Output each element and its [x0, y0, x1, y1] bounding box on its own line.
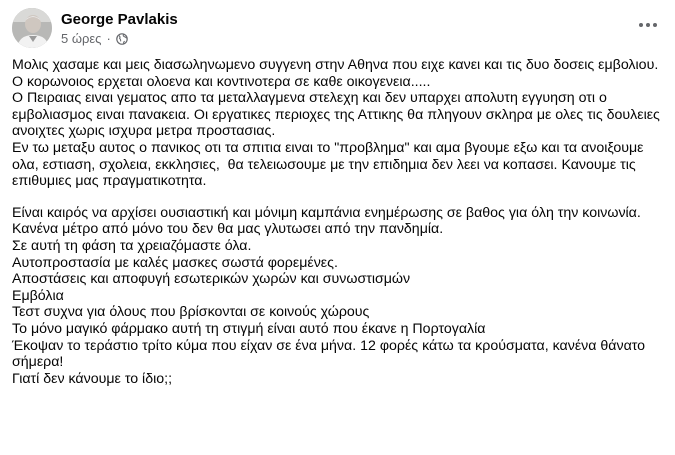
post-line: Το μόνο μαγικό φάρμακο αυτή τη στιγμή είναι αυτό που έκανε η Πορτογαλία: [12, 320, 486, 337]
post-line: Τεστ συχνα για όλους που βρίσκονται σε κοινούς χώρους: [12, 304, 370, 321]
post-line: Σε αυτή τη φάση τα χρειαζόμαστε όλα.: [12, 237, 252, 254]
post-line: Αυτοπροστασία με καλές μασκες σωστά φορεμένες.: [12, 254, 338, 271]
post-body: [12, 57, 664, 387]
post-line: Γιατί δεν κάνουμε το ίδιο;;: [12, 370, 173, 387]
post-line: Μολις χασαμε και μεις διασωληνωμενο συγγενη στην Αθηνα που ειχε κανει και τις δυο δοσεις εμβολιου. Ο κορωνοιος ερχεται ολοενα και κοντινοτερα σε καθε οικογενεια.....: [12, 57, 663, 90]
post-meta: [61, 31, 128, 47]
post-line: Εν τω μεταξυ αυτος ο πανικος οτι τα σπιτια ειναι το "προβλημα" και αμα βγουμε εξω και τα ανοιξουμε ολα, εστιαση, σχολεια, εκκλησιες, θα τελειωσουμε με την επιδημια δεν λεει να κοπασει. Κανουμε τις επιθυμιες μας πραγματικοτητα.: [12, 139, 648, 190]
avatar[interactable]: [12, 8, 52, 48]
post-paragraph: [12, 205, 664, 388]
globe-icon[interactable]: [116, 33, 128, 45]
post-line: Αποστάσεις και αποφυγή εσωτερικών χωρών και συνωστισμών: [12, 271, 411, 288]
post-line: Έκοψαν το τεράστιο τρίτο κύμα που είχαν σε ένα μήνα. 12 φορές κάτω τα κρούσματα, κανένα θάνατο σήμερα!: [12, 337, 650, 371]
more-options-icon[interactable]: [633, 10, 663, 40]
post-header: [12, 8, 663, 52]
post-timestamp[interactable]: 5 ώρες: [61, 31, 102, 46]
meta-separator: ·: [106, 31, 111, 46]
post-line: Είναι καιρός να αρχίσει ουσιαστική και μόνιμη καμπάνια ενημέρωσης σε βαθος για όλη την κοινωνία.: [12, 204, 641, 221]
post-line: Εμβόλια: [12, 287, 64, 304]
post-line: Κανένα μέτρο από μόνο του δεν θα μας γλυτωσει από την πανδημία.: [12, 221, 444, 238]
post-line: Ο Πειραιας ειναι γεματος απο τα μεταλλαγμενα στελεχη και δεν υπαρχει απολυτη εγγυηση οτι ο εμβολιασμος ειναι πανακεια. Οι εργατικες περιοχες της Αττικης θα πληγουν σκληρα με ολες τις δουλειες ανοιχτες χωρις ισχυρα μετρα προστασιας.: [12, 90, 664, 140]
author-name[interactable]: George Pavlakis: [61, 11, 178, 28]
post-paragraph: [12, 57, 664, 190]
